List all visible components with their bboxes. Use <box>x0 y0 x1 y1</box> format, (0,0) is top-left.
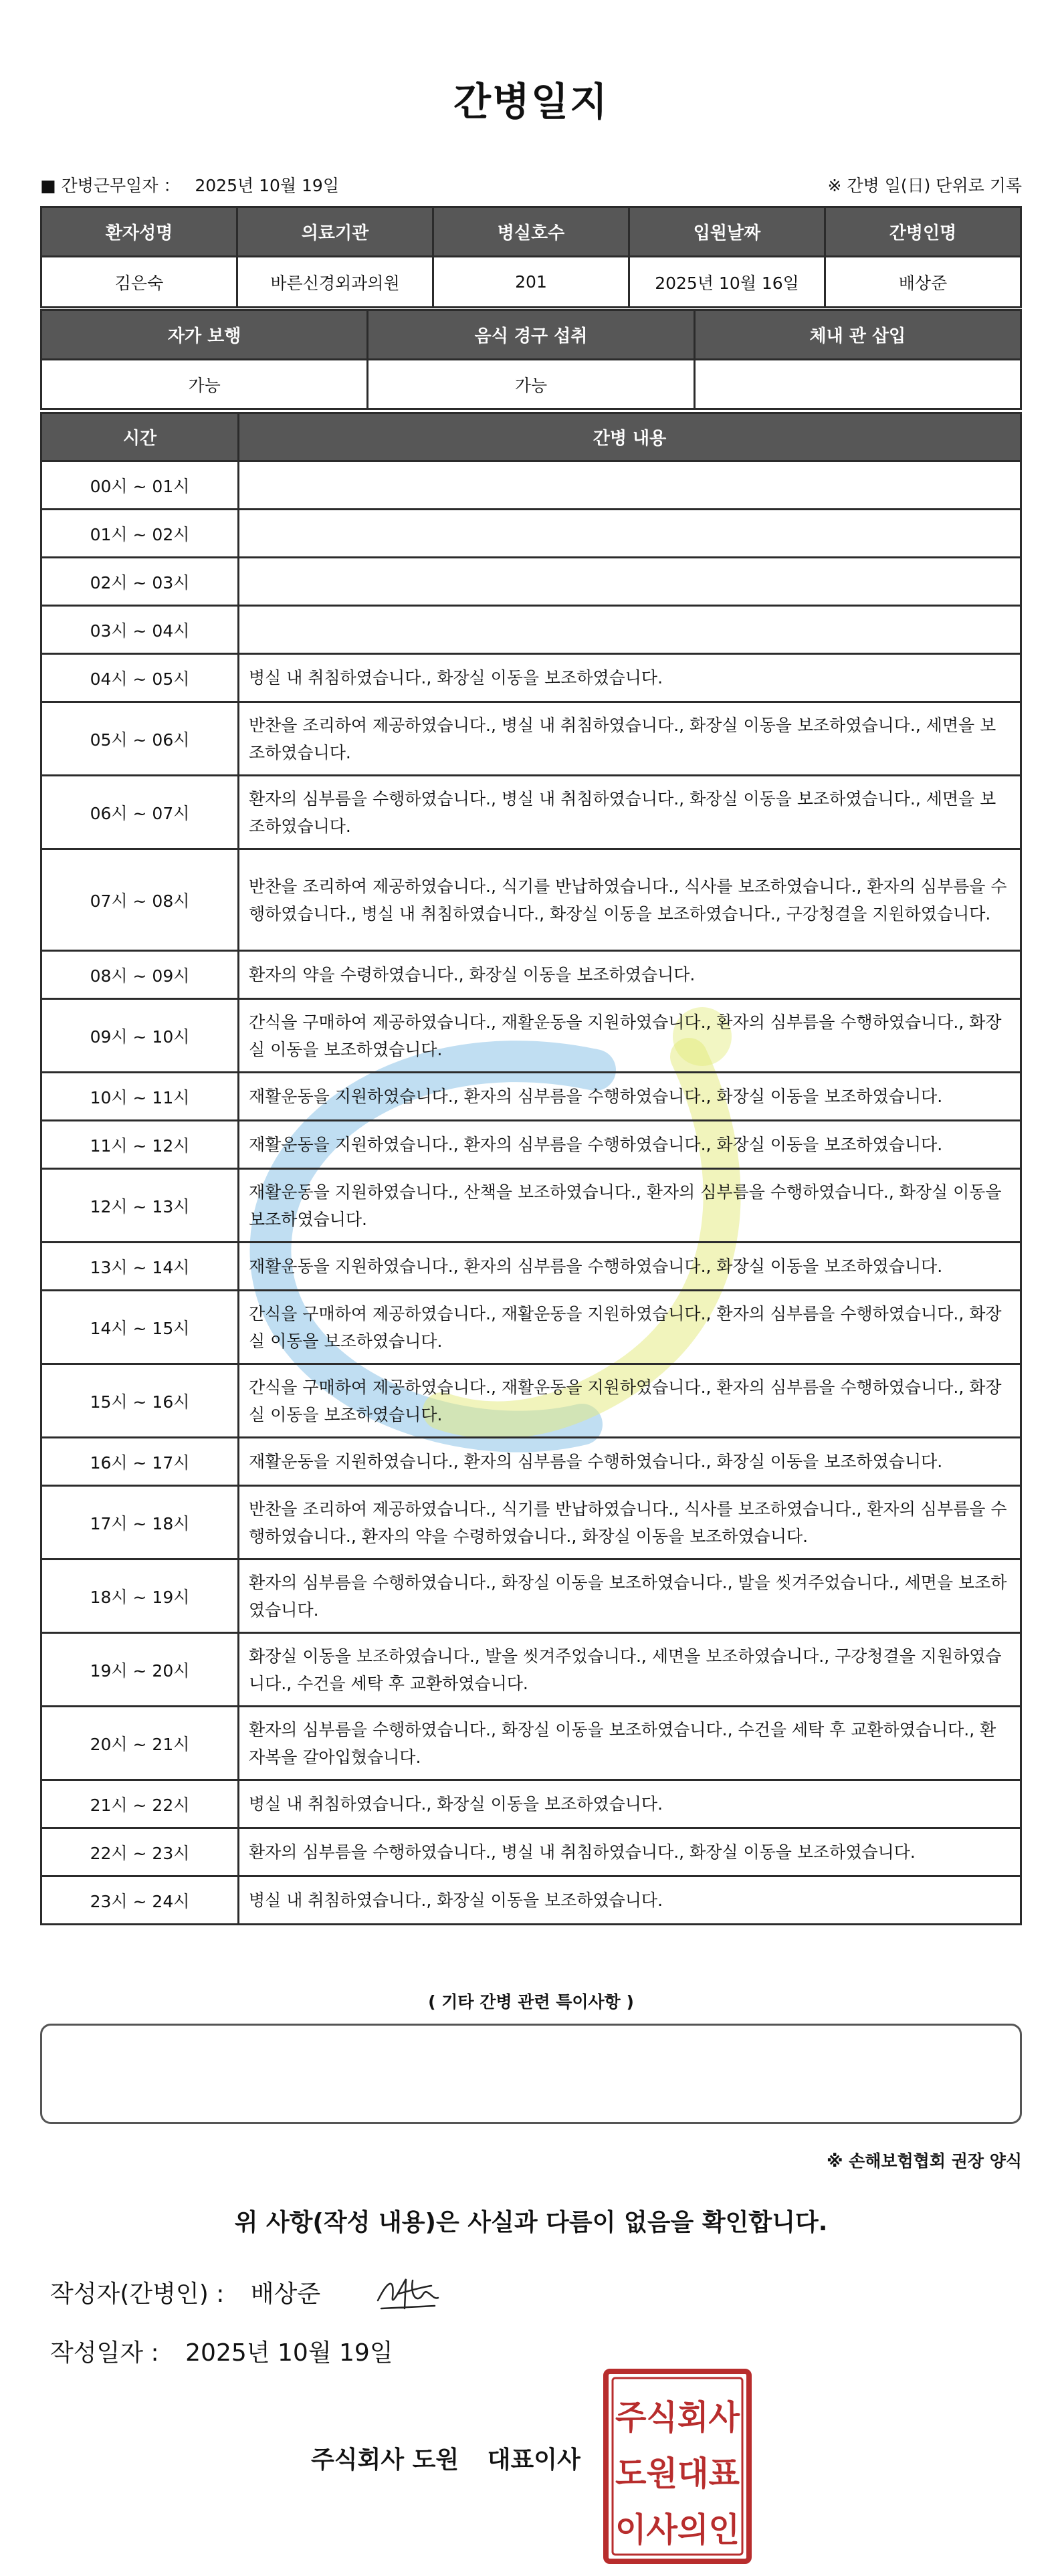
table-row <box>41 510 1021 558</box>
writer-line <box>50 2275 320 2309</box>
log-content: 화장실 이동을 보조하였습니다., 발을 씻겨주었습니다., 세면을 보조하였습니다., 구강청결을 지원하였습니다., 수건을 세탁 후 교환하였습니다. <box>239 1633 1021 1707</box>
log-content: 재활운동을 지원하였습니다., 환자의 심부름을 수행하였습니다., 화장실 이동을 보조하였습니다. <box>239 1243 1021 1291</box>
company-seal <box>602 2367 753 2565</box>
log-time: 19시 ~ 20시 <box>41 1633 239 1707</box>
table-row <box>41 1828 1021 1876</box>
log-time: 06시 ~ 07시 <box>41 776 239 849</box>
log-content <box>239 510 1021 558</box>
log-content: 병실 내 취침하였습니다., 화장실 이동을 보조하였습니다. <box>239 1876 1021 1925</box>
log-time: 16시 ~ 17시 <box>41 1438 239 1486</box>
notes-title: ( 기타 간병 관련 특이사항 ) <box>428 1992 634 2012</box>
header-caregiver: 간병인명 <box>825 207 1021 257</box>
notes-box <box>40 2024 1022 2124</box>
log-time: 01시 ~ 02시 <box>41 510 239 558</box>
table-row <box>41 558 1021 606</box>
header-admission-date: 입원날짜 <box>629 207 825 257</box>
oral-intake-value: 가능 <box>368 360 694 409</box>
log-time: 04시 ~ 05시 <box>41 654 239 702</box>
log-content: 환자의 심부름을 수행하였습니다., 화장실 이동을 보조하였습니다., 발을 씻겨주었습니다., 세면을 보조하였습니다. <box>239 1560 1021 1633</box>
recommend-note: ※ 손해보험협회 권장 양식 <box>827 2151 1022 2171</box>
log-content: 간식을 구매하여 제공하였습니다., 재활운동을 지원하였습니다., 환자의 심부름을 수행하였습니다., 화장실 이동을 보조하였습니다. <box>239 1291 1021 1364</box>
table-row <box>41 461 1021 510</box>
patient-info-table <box>40 206 1022 308</box>
table-row <box>41 1291 1021 1364</box>
work-date-value: 2025년 10월 19일 <box>195 176 339 195</box>
tube-insertion-value <box>694 360 1021 409</box>
log-time: 17시 ~ 18시 <box>41 1486 239 1560</box>
company-name: 주식회사 도원 <box>311 2446 459 2474</box>
log-content: 재활운동을 지원하였습니다., 환자의 심부름을 수행하였습니다., 화장실 이동을 보조하였습니다. <box>239 1121 1021 1169</box>
log-content: 병실 내 취침하였습니다., 화장실 이동을 보조하였습니다. <box>239 654 1021 702</box>
table-row <box>41 1438 1021 1486</box>
self-walking-value: 가능 <box>41 360 368 409</box>
room-number: 201 <box>433 257 629 308</box>
care-log-table <box>40 412 1022 1925</box>
table-row <box>41 1073 1021 1121</box>
log-content: 재활운동을 지원하였습니다., 산책을 보조하였습니다., 환자의 심부름을 수행하였습니다., 화장실 이동을 보조하였습니다. <box>239 1169 1021 1243</box>
hospital: 바른신경외과의원 <box>237 257 433 308</box>
log-content: 환자의 심부름을 수행하였습니다., 병실 내 취침하였습니다., 화장실 이동을 보조하였습니다. <box>239 1828 1021 1876</box>
table-row <box>41 1780 1021 1828</box>
admission-date: 2025년 10월 16일 <box>629 257 825 308</box>
writer-label: 작성자(간병인) : <box>50 2280 225 2308</box>
header-self-walking: 자가 보행 <box>41 310 368 360</box>
log-content <box>239 606 1021 654</box>
log-time: 09시 ~ 10시 <box>41 999 239 1073</box>
table-row <box>41 776 1021 849</box>
table-row <box>41 1243 1021 1291</box>
log-content: 환자의 심부름을 수행하였습니다., 병실 내 취침하였습니다., 화장실 이동을 보조하였습니다., 세면을 보조하였습니다. <box>239 776 1021 849</box>
log-time: 13시 ~ 14시 <box>41 1243 239 1291</box>
log-content: 간식을 구매하여 제공하였습니다., 재활운동을 지원하였습니다., 환자의 심부름을 수행하였습니다., 화장실 이동을 보조하였습니다. <box>239 1364 1021 1438</box>
confirmation-statement: 위 사항(작성 내용)은 사실과 다름이 없음을 확인합니다. <box>234 2209 828 2236</box>
table-row <box>41 257 1021 308</box>
log-content: 간식을 구매하여 제공하였습니다., 재활운동을 지원하였습니다., 환자의 심부름을 수행하였습니다., 화장실 이동을 보조하였습니다. <box>239 999 1021 1073</box>
condition-table <box>40 309 1022 410</box>
table-header-row <box>41 310 1021 360</box>
unit-note: ※ 간병 일(日) 단위로 기록 <box>827 176 1022 195</box>
log-content: 환자의 심부름을 수행하였습니다., 화장실 이동을 보조하였습니다., 수건을 세탁 후 교환하였습니다., 환자복을 갈아입혔습니다. <box>239 1707 1021 1780</box>
table-row <box>41 1633 1021 1707</box>
log-content: 병실 내 취침하였습니다., 화장실 이동을 보조하였습니다. <box>239 1780 1021 1828</box>
header-room: 병실호수 <box>433 207 629 257</box>
table-row <box>41 360 1021 409</box>
table-row <box>41 606 1021 654</box>
table-row <box>41 1364 1021 1438</box>
company-role: 대표이사 <box>487 2446 580 2474</box>
table-row <box>41 999 1021 1073</box>
header-tube-insertion: 체내 관 삽입 <box>694 310 1021 360</box>
log-time: 22시 ~ 23시 <box>41 1828 239 1876</box>
work-date <box>40 173 339 197</box>
table-row <box>41 951 1021 999</box>
log-time: 07시 ~ 08시 <box>41 849 239 951</box>
work-date-label: ■ 간병근무일자 ： <box>40 176 181 195</box>
signature <box>371 2267 445 2321</box>
log-content: 반찬을 조리하여 제공하였습니다., 식기를 반납하였습니다., 식사를 보조하였습니다., 환자의 심부름을 수행하였습니다., 병실 내 취침하였습니다., 화장실 이동을 보조하였습니다., 구강청결을 지원하였습니다. <box>239 849 1021 951</box>
log-time: 12시 ~ 13시 <box>41 1169 239 1243</box>
log-content <box>239 558 1021 606</box>
log-content: 환자의 약을 수령하였습니다., 화장실 이동을 보조하였습니다. <box>239 951 1021 999</box>
writer-name: 배상준 <box>250 2280 321 2308</box>
log-time: 15시 ~ 16시 <box>41 1364 239 1438</box>
log-time: 20시 ~ 21시 <box>41 1707 239 1780</box>
table-row <box>41 702 1021 776</box>
log-content: 반찬을 조리하여 제공하였습니다., 식기를 반납하였습니다., 식사를 보조하였습니다., 환자의 심부름을 수행하였습니다., 환자의 약을 수령하였습니다., 화장실 이동을 보조하였습니다. <box>239 1486 1021 1560</box>
log-time: 10시 ~ 11시 <box>41 1073 239 1121</box>
document-title: 간병일지 <box>453 79 609 124</box>
svg-text:이사의인: 이사의인 <box>615 2510 740 2549</box>
company-line <box>311 2441 580 2475</box>
log-time: 18시 ~ 19시 <box>41 1560 239 1633</box>
header-hospital: 의료기관 <box>237 207 433 257</box>
header-time: 시간 <box>41 413 239 461</box>
log-time: 00시 ~ 01시 <box>41 461 239 510</box>
log-time: 02시 ~ 03시 <box>41 558 239 606</box>
table-row <box>41 654 1021 702</box>
log-time: 14시 ~ 15시 <box>41 1291 239 1364</box>
log-time: 23시 ~ 24시 <box>41 1876 239 1925</box>
table-row <box>41 1560 1021 1633</box>
log-content: 재활운동을 지원하였습니다., 환자의 심부름을 수행하였습니다., 화장실 이동을 보조하였습니다. <box>239 1073 1021 1121</box>
written-date-line <box>50 2334 393 2368</box>
table-header-row <box>41 413 1021 461</box>
caregiver-name: 배상준 <box>825 257 1021 308</box>
log-content <box>239 461 1021 510</box>
table-header-row <box>41 207 1021 257</box>
written-date-value: 2025년 10월 19일 <box>185 2339 393 2367</box>
written-date-label: 작성일자 : <box>50 2339 159 2367</box>
table-row <box>41 1707 1021 1780</box>
header-oral-intake: 음식 경구 섭취 <box>368 310 694 360</box>
log-content: 재활운동을 지원하였습니다., 환자의 심부름을 수행하였습니다., 화장실 이동을 보조하였습니다. <box>239 1438 1021 1486</box>
log-time: 21시 ~ 22시 <box>41 1780 239 1828</box>
header-patient-name: 환자성명 <box>41 207 237 257</box>
log-time: 03시 ~ 04시 <box>41 606 239 654</box>
svg-text:주식회사: 주식회사 <box>615 2398 740 2437</box>
log-time: 08시 ~ 09시 <box>41 951 239 999</box>
patient-name: 김은숙 <box>41 257 237 308</box>
svg-text:도원대표: 도원대표 <box>615 2454 740 2493</box>
log-time: 11시 ~ 12시 <box>41 1121 239 1169</box>
log-content: 반찬을 조리하여 제공하였습니다., 병실 내 취침하였습니다., 화장실 이동을 보조하였습니다., 세면을 보조하였습니다. <box>239 702 1021 776</box>
table-row <box>41 1169 1021 1243</box>
log-time: 05시 ~ 06시 <box>41 702 239 776</box>
header-care-content: 간병 내용 <box>239 413 1021 461</box>
table-row <box>41 1121 1021 1169</box>
table-row <box>41 1486 1021 1560</box>
table-row <box>41 849 1021 951</box>
table-row <box>41 1876 1021 1925</box>
